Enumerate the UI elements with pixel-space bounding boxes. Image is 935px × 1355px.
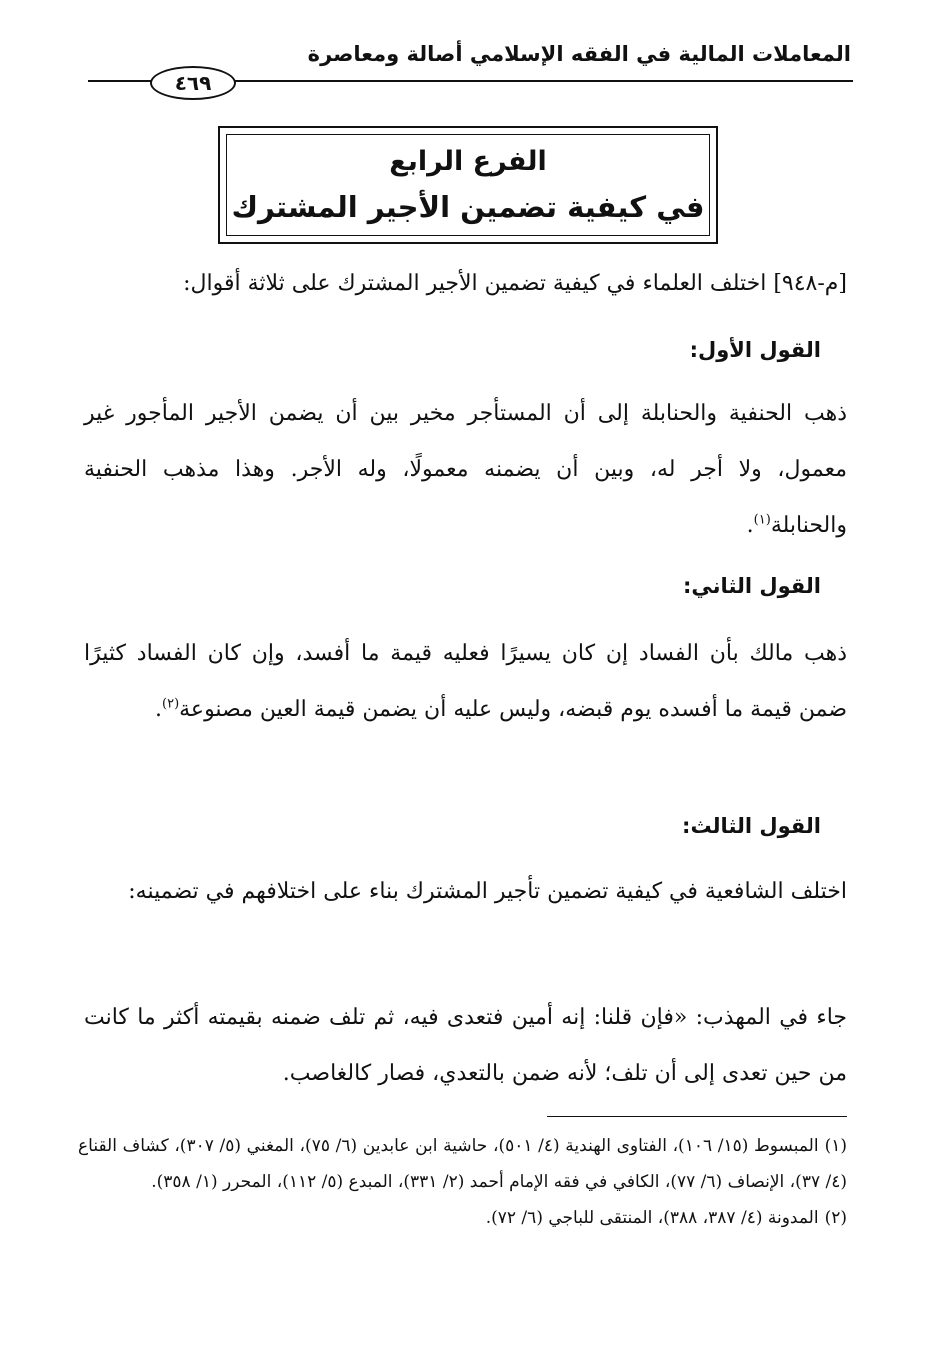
footnote-text: المدونة (٤/ ٣٨٧، ٣٨٨)، المنتقى للباجي (٦/ ٧٢). bbox=[485, 1208, 819, 1228]
paragraph-third-opinion: اختلف الشافعية في كيفية تضمين تأجير المشترك بناء على اختلافهم في تضمينه: bbox=[128, 879, 847, 904]
footnote-separator bbox=[547, 1116, 847, 1117]
footnote-text: المبسوط (١٥/ ١٠٦)، الفتاوى الهندية (٤/ ٥٠١)، حاشية ابن عابدين (٦/ ٧٥)، المغني (٥/ ٣٠٧)، كشاف القناع (٤/ ٣٧)، الإنصاف (٦/ ٧٧)، الكافي في فقه الإمام أحمد (٢/ ٣٣١)، المبدع (٥/ ١١٢)، المحرر (١/ ٣٥٨). bbox=[78, 1136, 847, 1192]
heading-third-opinion: القول الثالث: bbox=[682, 814, 821, 838]
page-number: ٤٦٩ bbox=[150, 66, 236, 100]
paragraph-first-opinion-text: ذهب الحنفية والحنابلة إلى أن المستأجر مخير بين أن يضمن الأجير المأجور غير معمول، ولا أجر له، وبين أن يضمنه معمولًا، وله الأجر. وهذا مذهب الحنفية والحنابلة bbox=[84, 401, 847, 538]
paragraph-second-opinion-end: . bbox=[155, 697, 162, 722]
running-header-title: المعاملات المالية في الفقه الإسلامي أصالة ومعاصرة bbox=[307, 42, 851, 66]
footnotes bbox=[78, 1128, 847, 1236]
heading-first-opinion: القول الأول: bbox=[689, 338, 821, 362]
section-title-line2: في كيفية تضمين الأجير المشترك bbox=[231, 190, 705, 224]
heading-second-opinion: القول الثاني: bbox=[683, 574, 821, 598]
section-title-box bbox=[218, 126, 718, 244]
paragraph-second-opinion bbox=[84, 626, 847, 738]
section-title-line1: الفرع الرابع bbox=[389, 146, 547, 177]
footnote-ref-1: (١) bbox=[753, 512, 771, 528]
intro-paragraph: [م-٩٤٨] اختلف العلماء في كيفية تضمين الأجير المشترك على ثلاثة أقوال: bbox=[183, 271, 847, 296]
footnote-number: (١) bbox=[824, 1136, 848, 1156]
footnote-item bbox=[78, 1128, 847, 1200]
paragraph-second-opinion-text: ذهب مالك بأن الفساد إن كان يسيرًا فعليه قيمة ما أفسد، وإن كان الفساد كثيرًا ضمن قيمة ما أفسده يوم قبضه، وليس عليه أن يضمن قيمة العين مصنوعة bbox=[84, 641, 847, 722]
paragraph-muhadhab-quote: جاء في المهذب: «فإن قلنا: إنه أمين فتعدى فيه، ثم تلف ضمنه بقيمته أكثر ما كانت من حين تعدى إلى أن تلف؛ لأنه ضمن بالتعدي، فصار كالغاصب. bbox=[84, 1005, 847, 1086]
footnote-number: (٢) bbox=[824, 1208, 847, 1228]
footnote-ref-2: (٢) bbox=[162, 696, 180, 712]
footnote-item bbox=[78, 1200, 847, 1236]
paragraph-first-opinion-end: . bbox=[746, 513, 754, 538]
paragraph-first-opinion bbox=[84, 386, 847, 554]
